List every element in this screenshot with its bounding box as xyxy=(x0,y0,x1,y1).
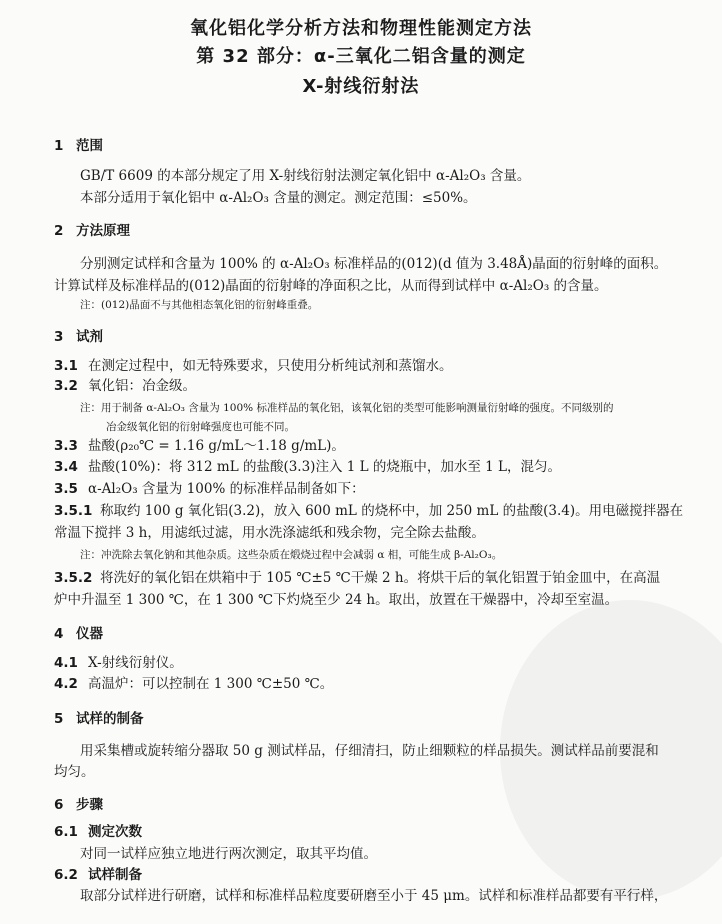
doc-title-line1: 氧化铝化学分析方法和物理性能测定方法 xyxy=(190,18,532,39)
clause-number: 6.1 xyxy=(54,824,78,840)
clause-4-2 xyxy=(54,674,333,694)
clause-number: 3.5 xyxy=(54,481,78,497)
clause-3-4 xyxy=(54,457,561,477)
note: 注：用于制备 α-Al₂O₃ 含量为 100% 标准样品的氧化铝，该氧化铝的类型可能影响测量衍射峰的强度。不同级别的 xyxy=(80,402,614,414)
section-title: 范围 xyxy=(76,138,103,154)
clause-3-5-2 xyxy=(54,568,660,588)
clause-6-2-heading xyxy=(54,865,142,885)
clause-number: 3.1 xyxy=(54,358,78,374)
paragraph: 分别测定试样和含量为 100% 的 α-Al₂O₃ 标准样品的(012)(d 值为 3.48Å)晶面的衍射峰的面积。 xyxy=(80,256,668,272)
clause-number: 3.2 xyxy=(54,378,78,394)
paragraph: 本部分适用于氧化铝中 α-Al₂O₃ 含量的测定。测定范围：≤50%。 xyxy=(80,190,477,206)
doc-title-line3: X-射线衍射法 xyxy=(302,76,420,97)
section-title: 仪器 xyxy=(76,626,103,642)
clause-3-3 xyxy=(54,436,345,456)
paragraph: 炉中升温至 1 300 ℃，在 1 300 ℃下灼烧至少 24 h。取出，放置在干燥器中，冷却至室温。 xyxy=(54,592,619,608)
section-number: 5 xyxy=(54,711,64,727)
clause-number: 4.2 xyxy=(54,676,78,692)
clause-number: 6.2 xyxy=(54,867,78,883)
clause-text: 盐酸(ρ₂₀℃ = 1.16 g/mL～1.18 g/mL)。 xyxy=(88,438,345,454)
clause-text: X-射线衍射仪。 xyxy=(88,655,183,671)
clause-text: 高温炉：可以控制在 1 300 ℃±50 ℃。 xyxy=(88,676,334,692)
section-number: 1 xyxy=(54,138,64,154)
clause-number: 3.3 xyxy=(54,438,78,454)
clause-title: 测定次数 xyxy=(88,824,142,840)
clause-3-2 xyxy=(54,376,196,396)
clause-3-1 xyxy=(54,356,453,376)
paragraph: 对同一试样应独立地进行两次测定，取其平均值。 xyxy=(80,846,377,862)
clause-4-1 xyxy=(54,653,183,673)
clause-text: 称取约 100 g 氧化铝(3.2)，放入 600 mL 的烧杯中，加 250 mL 的盐酸(3.4)。用电磁搅拌器在 xyxy=(100,503,684,519)
clause-title: 试样制备 xyxy=(88,867,142,883)
section-title: 方法原理 xyxy=(76,223,130,239)
section-2-heading xyxy=(54,219,130,239)
section-title: 步骤 xyxy=(76,797,103,813)
section-3-heading xyxy=(54,325,103,345)
section-number: 4 xyxy=(54,626,64,642)
note: 冶金级氧化铝的衍射峰强度也可能不同。 xyxy=(106,421,295,433)
clause-text: 氧化铝：冶金级。 xyxy=(88,378,196,394)
clause-text: 盐酸(10%)：将 312 mL 的盐酸(3.3)注入 1 L 的烧瓶中，加水至 1 L，混匀。 xyxy=(88,459,562,475)
paragraph: 取部分试样进行研磨，试样和标准样品粒度要研磨至小于 45 μm。试样和标准样品都要有平行样， xyxy=(80,888,668,904)
clause-6-1-heading xyxy=(54,822,142,842)
doc-title-line2: 第 32 部分：α-三氧化二铝含量的测定 xyxy=(196,46,526,67)
section-number: 2 xyxy=(54,223,64,239)
section-number: 6 xyxy=(54,797,64,813)
section-4-heading xyxy=(54,622,103,642)
paragraph: 计算试样及标准样品的(012)晶面的衍射峰的净面积之比，从而得到试样中 α-Al₂O₃ 的含量。 xyxy=(54,278,608,294)
clause-text: 在测定过程中，如无特殊要求，只使用分析纯试剂和蒸馏水。 xyxy=(88,358,453,374)
note: 注：(012)晶面不与其他相态氧化铝的衍射峰重叠。 xyxy=(80,299,319,311)
clause-number: 4.1 xyxy=(54,655,78,671)
section-title: 试样的制备 xyxy=(76,711,144,727)
section-number: 3 xyxy=(54,329,64,345)
clause-text: α-Al₂O₃ 含量为 100% 的标准样品制备如下： xyxy=(88,481,365,497)
clause-3-5-1 xyxy=(54,501,683,521)
paragraph: GB/T 6609 的本部分规定了用 X-射线衍射法测定氧化铝中 α-Al₂O₃ 含量。 xyxy=(80,168,531,184)
paragraph: 均匀。 xyxy=(54,764,95,780)
clause-number: 3.5.1 xyxy=(54,503,93,519)
section-6-heading xyxy=(54,793,103,813)
clause-number: 3.5.2 xyxy=(54,570,93,586)
section-title: 试剂 xyxy=(76,329,103,345)
note: 注：冲洗除去氧化钠和其他杂质。这些杂质在煅烧过程中会减弱 α 相，可能生成 β-Al₂O₃。 xyxy=(80,549,503,561)
paragraph: 常温下搅拌 3 h，用滤纸过滤，用水洗涤滤纸和残余物，完全除去盐酸。 xyxy=(54,525,485,541)
section-1-heading xyxy=(54,134,103,154)
clause-text: 将洗好的氧化铝在烘箱中于 105 ℃±5 ℃干燥 2 h。将烘干后的氧化铝置于铂金皿中，在高温 xyxy=(100,570,661,586)
paragraph: 用采集槽或旋转缩分器取 50 g 测试样品，仔细清扫，防止细颗粒的样品损失。测试样品前要混和 xyxy=(80,743,659,759)
section-5-heading xyxy=(54,707,144,727)
clause-number: 3.4 xyxy=(54,459,78,475)
clause-3-5 xyxy=(54,479,365,499)
